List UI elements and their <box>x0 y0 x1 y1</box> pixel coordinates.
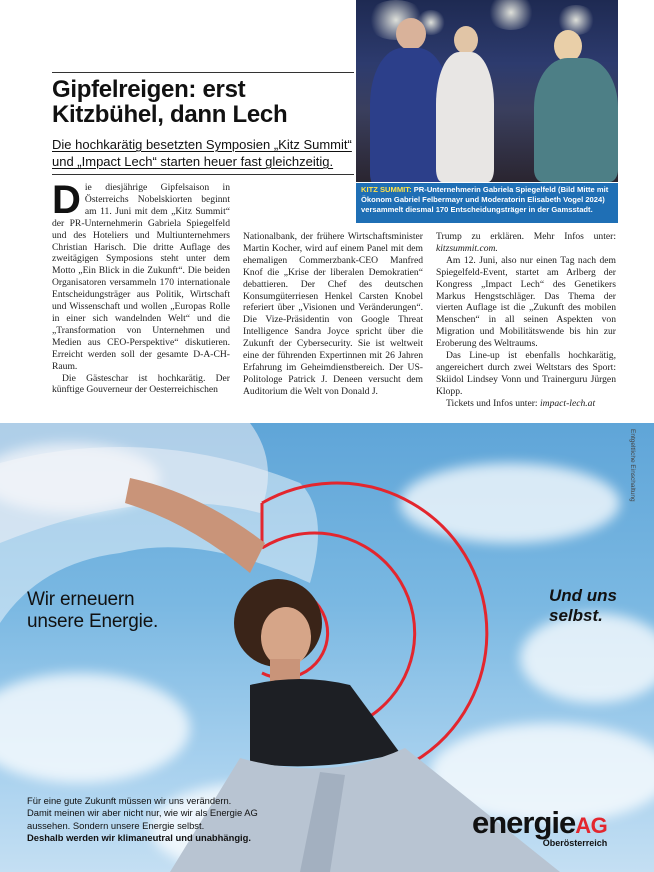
ad-body-copy <box>27 795 357 844</box>
subline-bottom-rule <box>52 174 354 175</box>
article-paragraph: Nationalbank, der frühere Wirtschaftsminister Martin Kocher, wird auf einem Panel mit dem ehemaligen Commerzbank-CEO Manfred Knof die „Krise der liberalen Demokratien“ debattieren. Der Chef des deutschen Konsumgüterriesen Henkel Carsten Knobel referiert über „Visionen und Veränderungen“. Die Vize-Präsidentin von Google Threat Intelligence Sandra Joyce spricht über die Zukunft der Cybersecurity. Sie ist weltweit eine der führenden Expertinnen mit 26 Jahren Erfahrung im Geheimdienstbereich. Der US-Politologe Patrick J. Deneen versucht dem Auditorium die Welt von Donald J. <box>243 231 423 397</box>
ad-disclaimer: Entgeltliche Einschaltung <box>629 429 636 502</box>
article-column-1 <box>52 178 230 396</box>
drop-cap: D <box>52 178 81 222</box>
article-paragraph: Am 12. Juni, also nur einen Tag nach dem Spiegelfeld-Event, startet am Arlberg der Kongress „Impact Lech“ des Genetikers Markus Hengstschläger. Das Thema der vierten Auflage ist die „Zukunft des mobilen Menschen“ in all seinen Aspekten von Migration und Mobilitätswende bis hin zur Eroberung des Weltraums. <box>436 254 616 350</box>
logo-word: energie <box>472 805 576 840</box>
article-paragraph <box>436 231 616 255</box>
article-paragraph <box>52 178 230 373</box>
event-photo <box>356 0 618 182</box>
article-column-3 <box>436 231 616 410</box>
kitzsummit-link[interactable]: kitzsummit.com. <box>436 242 498 254</box>
article-column-2 <box>243 231 423 398</box>
slogan-left-line-2: unsere Energie. <box>27 611 159 632</box>
logo-ag: AG <box>575 813 608 838</box>
article-subline <box>52 136 352 170</box>
energie-ag-logo <box>472 805 608 848</box>
energie-ag-advertisement <box>0 423 654 872</box>
article-headline: Gipfelreigen: erst Kitzbühel, dann Lech <box>52 76 288 128</box>
headline-top-rule <box>52 72 354 73</box>
paragraph-text: ie diesjährige Gipfelsaison in Österreichs Nobelskiorten beginnt am 11. Juni mit dem „Kitz Summit“ der PR-Unternehmerin Gabriela Spiegelfeld und des Hoteliers und Multiunternehmers Christian Harisch. Die dritte Auflage des zweitägigen Symposions steht unter dem Motto „Ein Blick in die Zukunft“. Die beiden Organisatoren versammeln 170 internationale Entscheidungsträger aus Politik, Wirtschaft und Wissenschaft und wollen „Europas Rolle in einer sich wandelnden Welt“ und die „Transformation von Unternehmen und Medien aus CEO-Perspektive“ diskutieren. Erreicht werden soll der gesamte D-A-CH-Raum. <box>52 182 230 372</box>
slogan-right-line-1: Und uns <box>549 586 617 605</box>
slogan-right-line-2: selbst. <box>549 606 603 625</box>
subline-line-1: Die hochkarätig besetzten Symposien „Kitz Summit“ <box>52 137 352 152</box>
slogan-left-line-1: Wir erneuern <box>27 589 135 610</box>
subline-line-2: und „Impact Lech“ starten heuer fast gleichzeitig. <box>52 154 334 169</box>
photo-caption <box>356 183 618 223</box>
caption-text: PR-Unternehmerin Gabriela Spiegelfeld (Bild Mitte mit Ökonom Gabriel Felbermayr und Moderatorin Elisabeth Vogel 2024) versammelt diesmal 170 Entscheidungsträger in der Gamsstadt. <box>361 185 609 214</box>
ad-body-line-1: Für eine gute Zukunft müssen wir uns verändern. <box>27 795 232 806</box>
impact-lech-link[interactable]: impact-lech.at <box>539 397 596 409</box>
logo-region: Oberösterreich <box>542 838 608 848</box>
article-paragraph: Das Line-up ist ebenfalls hochkarätig, angereichert durch zwei Weltstars des Sport: Skiidol Lindsey Vonn und Trainerguru Jürgen Klopp. <box>436 350 616 397</box>
paragraph-text: Tickets und Infos unter: <box>446 397 540 409</box>
ad-body-bold-line: Deshalb werden wir klimaneutral und unabhängig. <box>27 831 251 843</box>
ad-slogan-right <box>549 586 617 626</box>
ad-body-line-3: aussehen. Sondern unsere Energie selbst. <box>27 819 205 831</box>
ad-slogan-left <box>27 589 158 633</box>
article-paragraph <box>436 398 616 410</box>
article-paragraph: Die Gästeschar ist hochkarätig. Der künftige Gouverneur der Oesterreichischen <box>52 372 230 396</box>
caption-label: KITZ SUMMIT: <box>361 185 412 194</box>
ad-body-line-2: Damit meinen wir aber nicht nur, wie wir als Energie AG <box>27 807 258 819</box>
paragraph-text: Trump zu erklären. Mehr Infos unter: <box>436 231 616 242</box>
